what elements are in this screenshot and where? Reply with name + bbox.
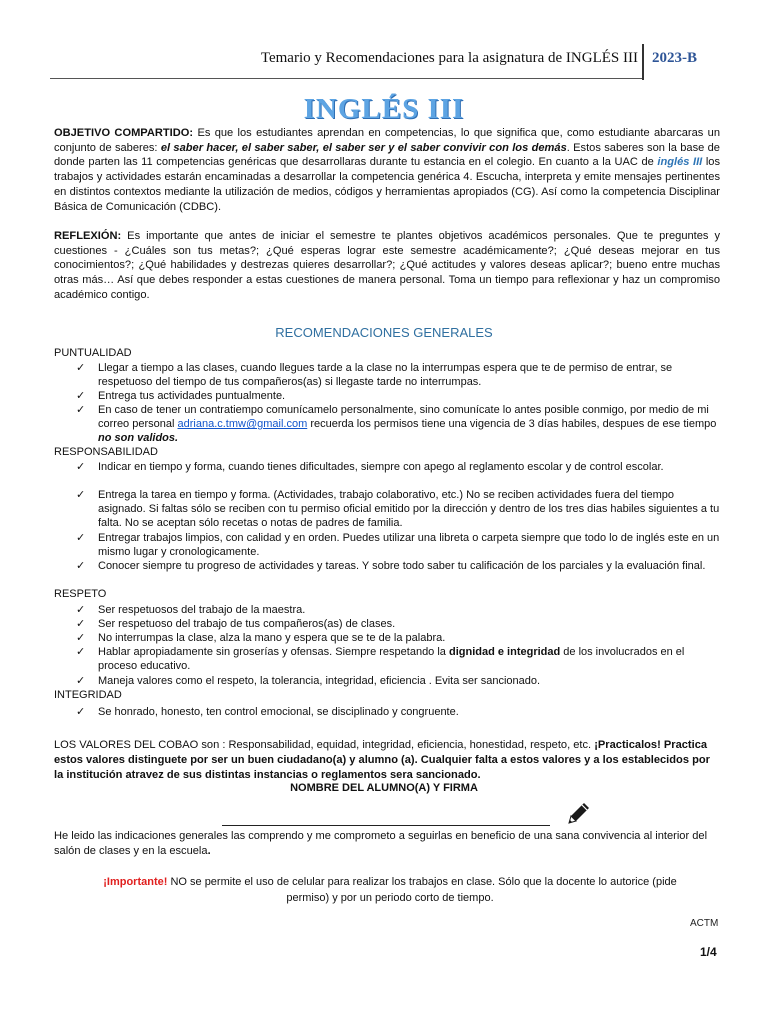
commitment-text: He leido las indicaciones generales las comprendo y me comprometo a seguirlas en beneficio de una sana convivencia al interior del salón de clases y en la escuela — [54, 830, 708, 857]
reflexion-paragraph — [54, 229, 720, 303]
list-item: Llegar a tiempo a las clases, cuando llegues tarde a la clase no la interrumpas espera que te de permiso de entrar, se respetuoso del tiempo de tus compañeros(as) si llegaste tarde no interrumpas. — [98, 362, 673, 389]
check-icon: ✓ — [76, 404, 86, 416]
list-item-text: Hablar apropiadamente sin groserías y ofensas. Siempre respetando la — [98, 646, 449, 658]
important-text: NO se permite el uso de celular para realizar los trabajos en clase. Sólo que la docente lo autorice (pide permiso) y por un periodo corto de tiempo. — [167, 876, 677, 904]
category-responsabilidad: RESPONSABILIDAD — [54, 446, 158, 458]
signature-line[interactable] — [222, 825, 550, 826]
list-item: No interrumpas la clase, alza la mano y espera que se te de la palabra. — [98, 632, 446, 644]
commitment-end: . — [207, 845, 211, 857]
commitment-paragraph — [54, 829, 722, 859]
objetivo-subject: inglés III — [657, 156, 703, 169]
header-rule — [50, 78, 643, 79]
header-year: 2023-B — [652, 50, 697, 66]
email-link[interactable]: adriana.c.tmw@gmail.com — [177, 418, 308, 431]
list-item-text: de los involucrados en el proceso educativo. — [98, 646, 685, 673]
section-title: RECOMENDACIONES GENERALES — [275, 325, 493, 340]
objetivo-text-1: Es que los estudiantes aprendan en competencias, lo que significa que, como estudiante abarcaras un conjunto de saberes: — [54, 127, 720, 154]
list-item: Conocer siempre tu progreso de actividades y tareas. Y sobre todo saber tu calificación de los parciales y la evaluación final. — [98, 560, 706, 572]
list-item: Maneja valores como el respeto, la tolerancia, integridad, eficiencia . Evita ser sancionado. — [98, 675, 541, 687]
list-item: Entrega tus actividades puntualmente. — [98, 390, 286, 402]
list-item: Indicar en tiempo y forma, cuando tienes dificultades, siempre con apego al reglamento escolar y de control escolar. — [98, 461, 664, 473]
valores-paragraph — [54, 738, 722, 783]
list-item: Ser respetuoso del trabajo de tus compañeros(as) de clases. — [98, 618, 396, 630]
list-item: Se honrado, honesto, ten control emocional, se disciplinado y congruente. — [98, 706, 459, 718]
list-item-bold: dignidad e integridad — [448, 646, 561, 658]
author-initials: ACTM — [690, 918, 719, 929]
valores-text: LOS VALORES DEL COBAO son : Responsabilidad, equidad, integridad, eficiencia, honestidad, respeto, etc. — [54, 739, 595, 751]
objetivo-text-3: los trabajos y actividades estarán encaminadas a desarrollar la competencia genérica 4. Escucha, interpreta y emite mensajes pertinentes en distintos contextos mediante la utilización de medios, códigos y herramientas apropiados (CG). Así como la competencia Disciplinar Básica de Comunicación (CDBC). — [54, 156, 720, 213]
check-icon: ✓ — [76, 675, 86, 687]
page-title: INGLÉS III — [303, 93, 465, 125]
list-item — [98, 403, 722, 446]
header-title: Temario y Recomendaciones para la asignatura de INGLÉS III — [260, 50, 638, 66]
list-item: Entregar trabajos limpios, con calidad y en orden. Puedes utilizar una libreta o carpeta siempre que todo lo de inglés este en un mismo lugar y cronologicamente. — [98, 532, 720, 559]
category-integridad: INTEGRIDAD — [54, 689, 122, 701]
header-divider — [642, 44, 644, 80]
check-icon: ✓ — [76, 461, 86, 473]
check-icon: ✓ — [76, 618, 86, 630]
reflexion-text: Es importante que antes de iniciar el semestre te plantes objetivos académicos personales. Que te preguntes y cuestiones - ¿Cuáles son tus metas?; ¿Qué esperas lograr este semestre académicamente?; ¿Qué deseas mejorar en tus conocimientos?; ¿Qué habilidades y destrezas quieres desarrollar?; ¿Qué actitudes y valores deseas aplicar?; bueno entre muchas otras más… Así que debes responder a estas cuestiones de manera personal. Toma un tiempo para reflexionar y haz un compromiso académico contigo. — [54, 230, 720, 301]
important-note — [90, 874, 690, 906]
valores-bold: ¡Practicalos! Practica estos valores distinguete por ser un buen ciudadano(a) y alumno (a). Cualquier falta a estos valores y a los establecidos por la institución atravez de sus distintas instancias o reglamentos sera sancionado. — [54, 739, 710, 781]
objetivo-label: OBJETIVO COMPARTIDO: — [54, 127, 194, 139]
important-label: ¡Importante! — [103, 876, 168, 888]
reflexion-label: REFLEXIÓN: — [54, 230, 122, 242]
page-number: 1/4 — [700, 945, 717, 959]
list-item-text: En caso de tener un contratiempo comunícamelo personalmente, sino comunícate lo antes posible conmigo, por medio de mi correo personal — [98, 404, 709, 431]
check-icon: ✓ — [76, 706, 86, 718]
check-icon: ✓ — [76, 604, 86, 616]
list-item: Ser respetuosos del trabajo de la maestra. — [98, 604, 306, 616]
objetivo-saberes: el saber hacer, el saber saber, el saber ser y el saber convivir con los demás — [160, 141, 567, 154]
category-respeto: RESPETO — [54, 588, 107, 600]
list-item: Entrega la tarea en tiempo y forma. (Actividades, trabajo colaborativo, etc.) No se reciben actividades fuera del tiempo asignado. Si faltas sólo se reciben con tu permiso oficial emitido por la dirección y dentro de los tres dias habiles siguientes a tu falta. No se aceptan sólo recetas o notas de padres de familia. — [98, 489, 720, 530]
pencil-icon — [564, 798, 594, 828]
check-icon: ✓ — [76, 362, 86, 374]
list-item-text: recuerda los permisos tiene una vigencia de 3 días habiles, despues de ese tiempo — [307, 418, 717, 431]
objetivo-text-2: . Estos saberes son la base de donde parten las 11 competencias genéricas que desarrollaras durante tu estancia en el colegio. En cuanto a la UAC de — [54, 141, 720, 169]
check-icon: ✓ — [76, 632, 86, 644]
category-puntualidad: PUNTUALIDAD — [54, 347, 132, 359]
check-icon: ✓ — [76, 489, 86, 501]
objetivo-paragraph — [54, 126, 720, 214]
check-icon: ✓ — [76, 646, 86, 658]
list-item — [98, 645, 722, 673]
signature-label: NOMBRE DEL ALUMNO(A) Y FIRMA — [290, 782, 478, 794]
list-item-bold: no son validos. — [98, 432, 179, 445]
check-icon: ✓ — [76, 390, 86, 402]
check-icon: ✓ — [76, 532, 86, 544]
check-icon: ✓ — [76, 560, 86, 572]
